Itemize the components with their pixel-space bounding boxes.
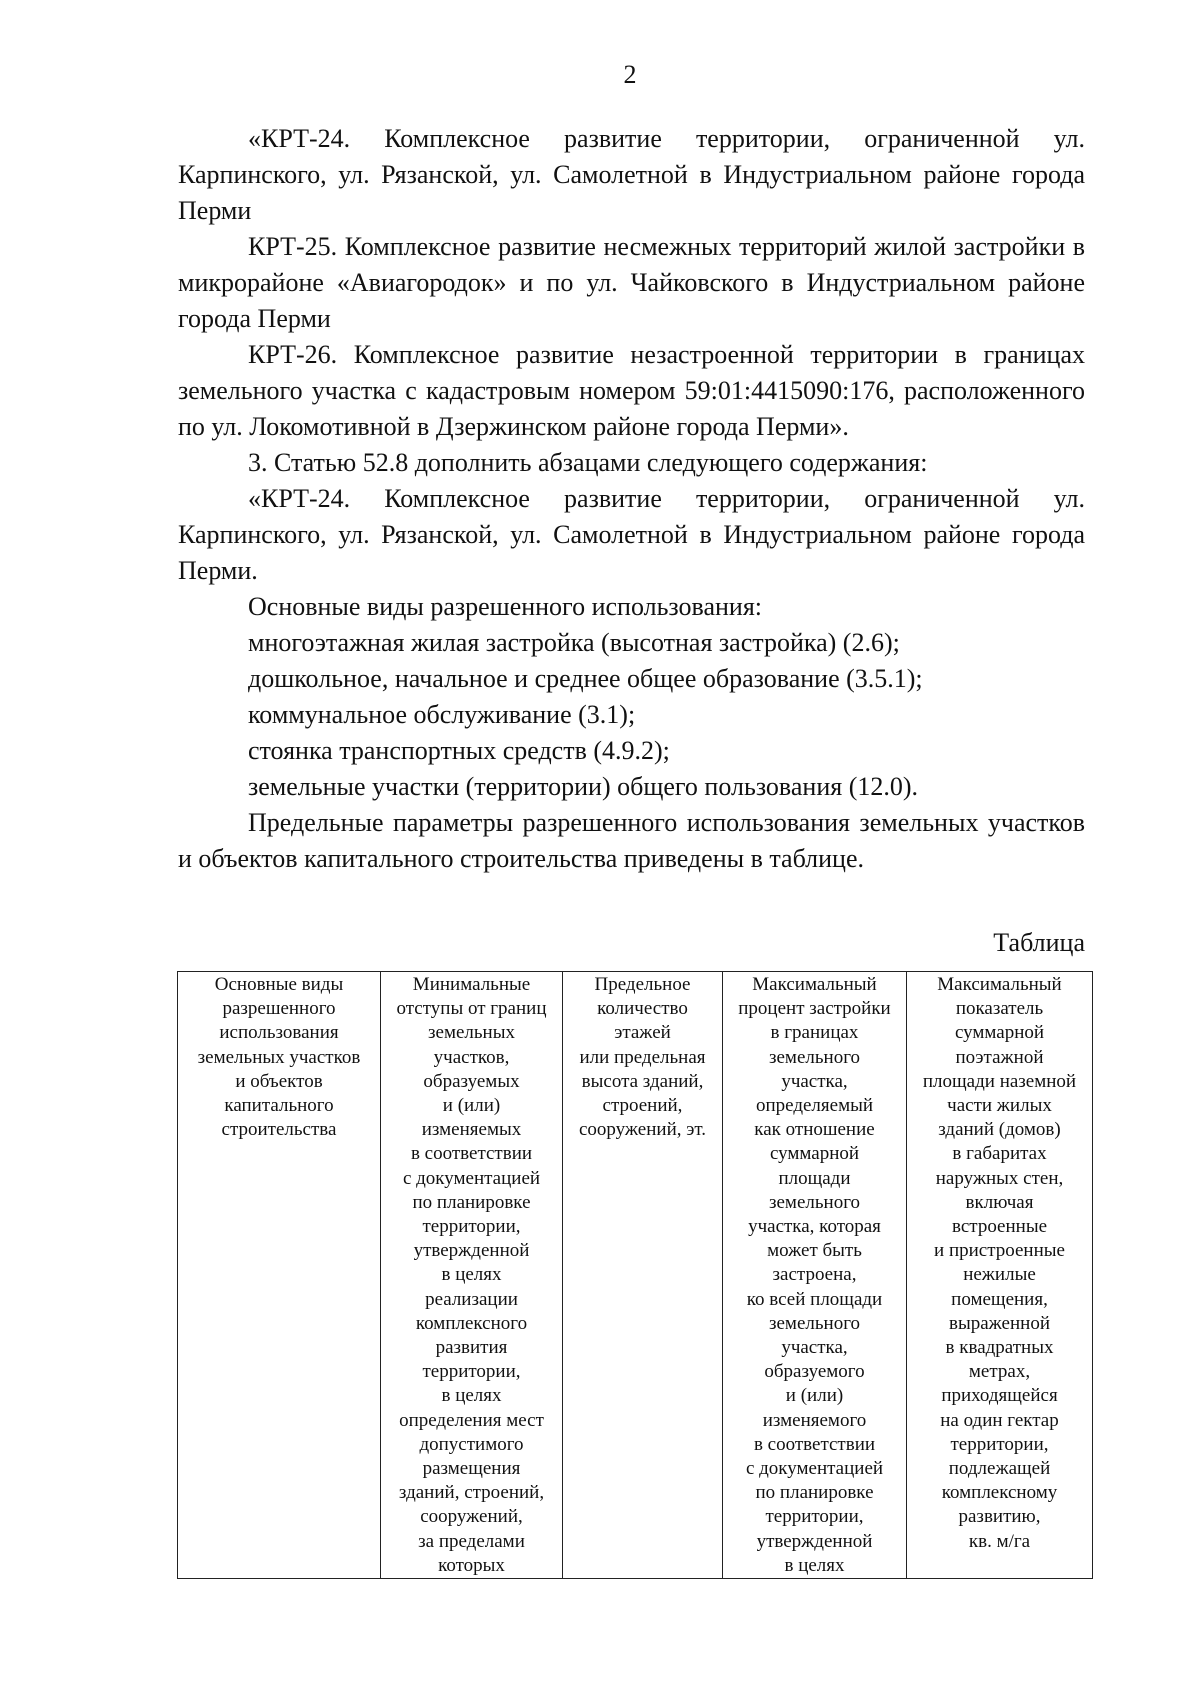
use-item: дошкольное, начальное и среднее общее образование (3.5.1); xyxy=(248,664,923,693)
paragraph-article-52-8: 3. Статью 52.8 дополнить абзацами следующего содержания: xyxy=(248,448,928,477)
paragraph-krt-24: «КРТ-24. Комплексное развитие территории, ограниченной ул. Карпинского, ул. Рязанской, ул. Самолетной в Индустриальном районе города Перми xyxy=(178,124,1085,225)
paragraph-krt-24-repeat: «КРТ-24. Комплексное развитие территории, ограниченной ул. Карпинского, ул. Рязанской, ул. Самолетной в Индустриальном районе города Перми. xyxy=(178,484,1085,585)
paragraph-krt-25: КРТ-25. Комплексное развитие несмежных территорий жилой застройки в микрорайоне «Авиагородок» и по ул. Чайковского в Индустриальном районе города Перми xyxy=(178,232,1085,333)
header-cell-max-coverage: Максимальный процент застройки в границах земельного участка, определяемый как отношение суммарной площади земельного участка, которая может быть застроена, ко всей площади земельного участка, образуемого и (или) изменяемого в соответствии с документацией по планировке территории, утвержденной в целях xyxy=(723,972,907,1579)
table-header-row xyxy=(178,972,1093,1579)
use-item: стоянка транспортных средств (4.9.2); xyxy=(248,736,670,765)
body-text xyxy=(178,121,1085,877)
use-item: многоэтажная жилая застройка (высотная застройка) (2.6); xyxy=(248,628,900,657)
paragraph-krt-26: КРТ-26. Комплексное развитие незастроенной территории в границах земельного участка с кадастровым номером 59:01:4415090:176, расположенного по ул. Локомотивной в Дзержинском районе города Перми». xyxy=(178,340,1085,441)
header-cell-max-floors: Предельное количество этажей или предельная высота зданий, строений, сооружений, эт. xyxy=(563,972,723,1579)
paragraph-limits: Предельные параметры разрешенного использования земельных участков и объектов капитального строительства приведены в таблице. xyxy=(178,808,1085,873)
header-cell-min-setbacks: Минимальные отступы от границ земельных участков, образуемых и (или) изменяемых в соответствии с документацией по планировке территории, утвержденной в целях реализации комплексного развития территории, в целях определения мест допустимого размещения зданий, строений, сооружений, за пределами которых xyxy=(381,972,563,1579)
use-item: коммунальное обслуживание (3.1); xyxy=(248,700,636,729)
use-item: земельные участки (территории) общего пользования (12.0). xyxy=(248,772,919,801)
header-cell-max-floor-area: Максимальный показатель суммарной поэтажной площади наземной части жилых зданий (домов) в габаритах наружных стен, включая встроенные и пристроенные нежилые помещения, выраженной в квадратных метрах, приходящейся на один гектар территории, подлежащей комплексному развитию, кв. м/га xyxy=(907,972,1093,1579)
page-number: 2 xyxy=(623,60,637,89)
header-cell-land-use: Основные виды разрешенного использования земельных участков и объектов капитального строительства xyxy=(178,972,381,1579)
uses-heading: Основные виды разрешенного использования: xyxy=(248,592,763,621)
parameters-table xyxy=(177,971,1093,1579)
table-caption: Таблица xyxy=(993,928,1085,957)
